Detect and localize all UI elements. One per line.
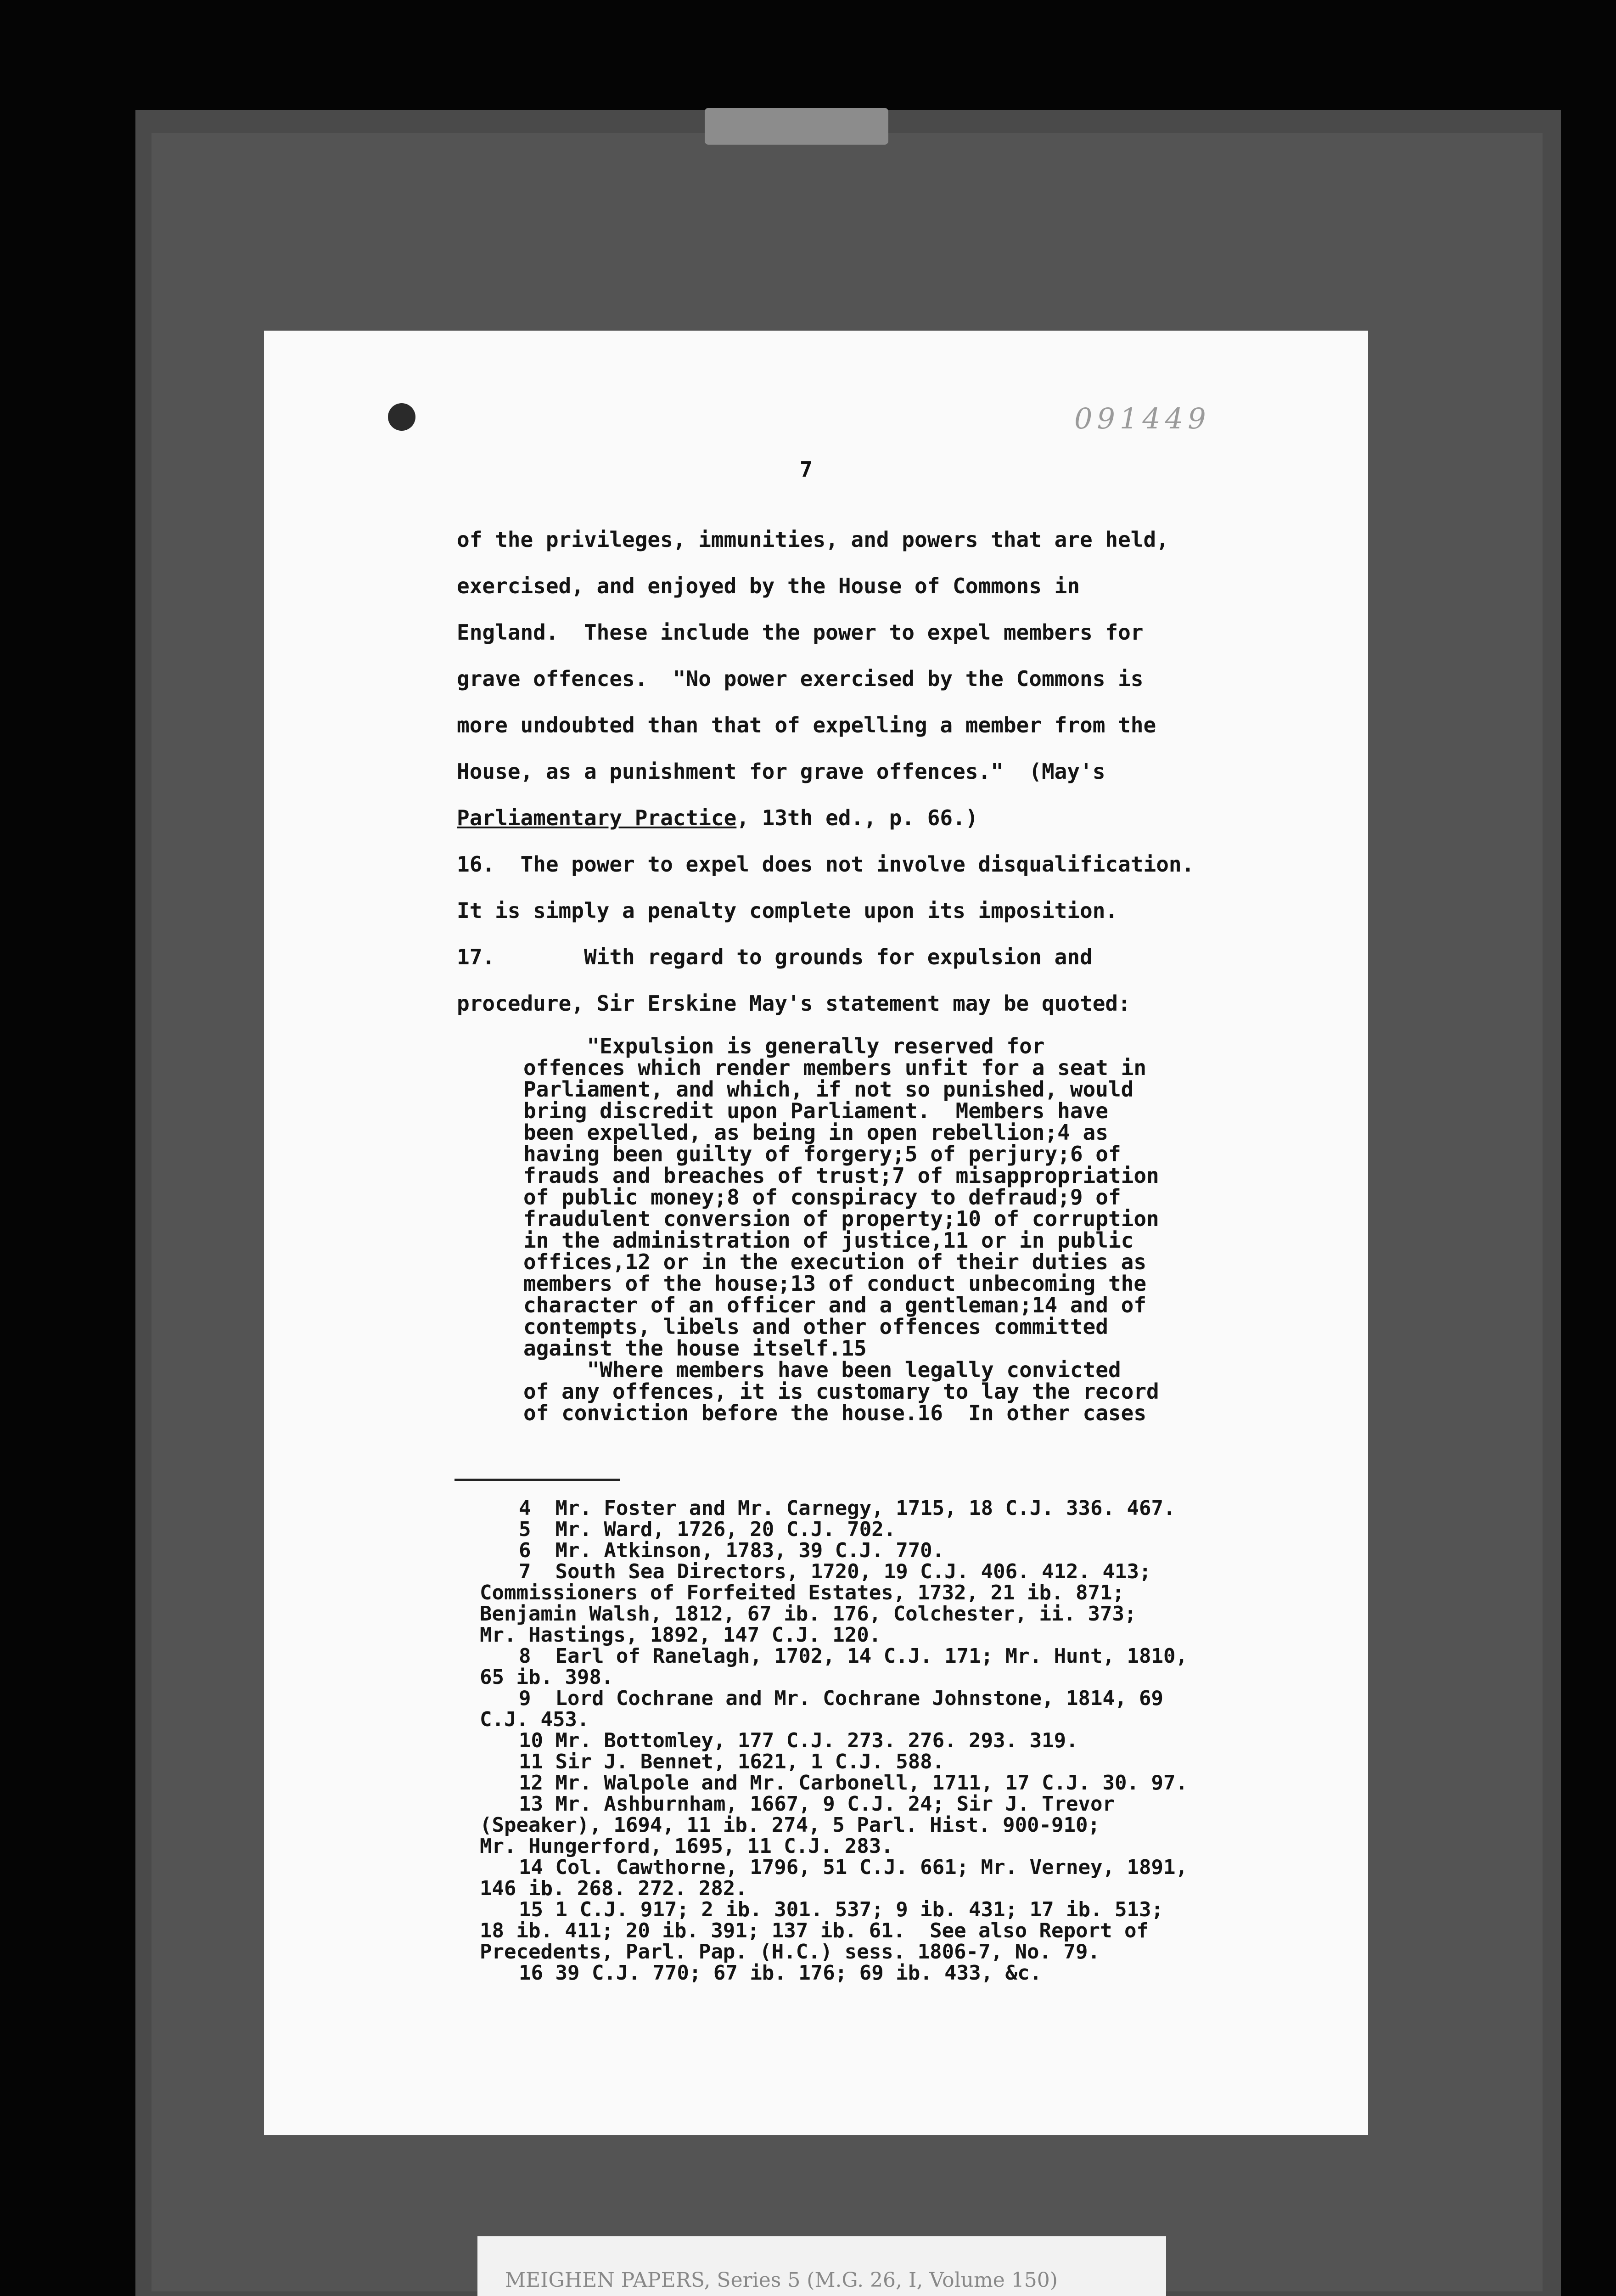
quote-line: in the administration of justice,11 or in public (523, 1228, 1134, 1253)
citation-title: Parliamentary Practice (457, 805, 737, 830)
footnote-line: 6 Mr. Atkinson, 1783, 39 C.J. 770. (519, 1539, 945, 1562)
footnote-line: 7 South Sea Directors, 1720, 19 C.J. 406. 412. 413; (519, 1560, 1151, 1583)
quote-line: against the house itself.15 (523, 1336, 867, 1361)
footnote-line: 4 Mr. Foster and Mr. Carnegy, 1715, 18 C.J. 336. 467. (519, 1497, 1176, 1520)
paper-clip (705, 108, 888, 145)
body-line: England. These include the power to expel members for (457, 620, 1144, 645)
body-line: It is simply a penalty complete upon its imposition. (457, 898, 1118, 923)
body-line: of the privileges, immunities, and powers that are held, (457, 527, 1169, 552)
body-line-citation (457, 795, 1283, 841)
footnote-line: C.J. 453. (480, 1708, 589, 1731)
footnote-line: 146 ib. 268. 272. 282. (480, 1877, 747, 1900)
footnote-line: Mr. Hungerford, 1695, 11 C.J. 283. (480, 1835, 893, 1858)
body-line: procedure, Sir Erskine May's statement may be quoted: (457, 991, 1131, 1016)
quote-line: of conviction before the house.16 In other cases (523, 1401, 1147, 1425)
footnote-line: 10 Mr. Bottomley, 177 C.J. 273. 276. 293. 319. (519, 1729, 1078, 1752)
footnote-line: Benjamin Walsh, 1812, 67 ib. 176, Colchester, ii. 373; (480, 1602, 1137, 1626)
footnote-line: 11 Sir J. Bennet, 1621, 1 C.J. 588. (519, 1750, 945, 1773)
quote-line: fraudulent conversion of property;10 of corruption (523, 1206, 1159, 1231)
quote-line: "Where members have been legally convicted (523, 1357, 1121, 1382)
quote-line: having been guilty of forgery;5 of perjury;6 of (523, 1142, 1121, 1166)
block-quote (523, 1035, 1295, 1424)
footnote-line: 15 1 C.J. 917; 2 ib. 301. 537; 9 ib. 431; 17 ib. 513; (519, 1898, 1163, 1921)
body-line: more undoubted than that of expelling a member from the (457, 713, 1156, 737)
quote-line: character of an officer and a gentleman;14 and of (523, 1293, 1147, 1317)
footnote-line: 14 Col. Cawthorne, 1796, 51 C.J. 661; Mr. Verney, 1891, (519, 1856, 1188, 1879)
footnote-line: (Speaker), 1694, 11 ib. 274, 5 Parl. Hist. 900-910; (480, 1813, 1100, 1837)
citation-rest: , 13th ed., p. 66.) (736, 805, 978, 830)
footnote-line: Precedents, Parl. Pap. (H.C.) sess. 1806-7, No. 79. (480, 1940, 1100, 1964)
series-label: MEIGHEN PAPERS, Series 5 (M.G. 26, I, Volume 150) (505, 2268, 1058, 2292)
page-number: 7 (800, 457, 813, 482)
footnote-line: 8 Earl of Ranelagh, 1702, 14 C.J. 171; Mr. Hunt, 1810, (519, 1644, 1188, 1668)
body-line: grave offences. "No power exercised by the Commons is (457, 666, 1144, 691)
quote-line: been expelled, as being in open rebellion;4 as (523, 1120, 1108, 1145)
footnote-line: 5 Mr. Ward, 1726, 20 C.J. 702. (519, 1518, 896, 1541)
footnote-divider (454, 1479, 620, 1481)
quote-line: members of the house;13 of conduct unbecoming the (523, 1271, 1147, 1296)
footnote-line: 12 Mr. Walpole and Mr. Carbonell, 1711, 17 C.J. 30. 97. (519, 1771, 1188, 1795)
quote-line: frauds and breaches of trust;7 of misappropriation (523, 1163, 1159, 1188)
footnotes (480, 1497, 1299, 1985)
archive-stamp-number: 091449 (1074, 402, 1211, 435)
quote-line: contempts, libels and other offences committed (523, 1314, 1108, 1339)
body-line: exercised, and enjoyed by the House of Commons in (457, 574, 1080, 598)
body-text (457, 517, 1283, 1027)
punch-hole (388, 403, 415, 431)
quote-line: "Expulsion is generally reserved for (523, 1034, 1045, 1058)
quote-line: of public money;8 of conspiracy to defraud;9 of (523, 1185, 1121, 1210)
footnote-line: 13 Mr. Ashburnham, 1667, 9 C.J. 24; Sir J. Trevor (519, 1792, 1115, 1816)
footnote-line: 16 39 C.J. 770; 67 ib. 176; 69 ib. 433, &c. (519, 1961, 1042, 1985)
quote-line: Parliament, and which, if not so punished, would (523, 1077, 1134, 1102)
quote-line: of any offences, it is customary to lay the record (523, 1379, 1159, 1404)
body-line: 17. With regard to grounds for expulsion and (457, 945, 1093, 969)
footnote-line: 9 Lord Cochrane and Mr. Cochrane Johnstone, 1814, 69 (519, 1687, 1163, 1710)
quote-line: bring discredit upon Parliament. Members have (523, 1098, 1108, 1123)
footnote-line: 65 ib. 398. (480, 1666, 614, 1689)
footnote-line: Mr. Hastings, 1892, 147 C.J. 120. (480, 1623, 881, 1647)
body-line: House, as a punishment for grave offences." (May's (457, 759, 1105, 784)
quote-line: offices,12 or in the execution of their duties as (523, 1249, 1147, 1274)
footnote-line: Commissioners of Forfeited Estates, 1732, 21 ib. 871; (480, 1581, 1124, 1604)
body-line: 16. The power to expel does not involve disqualification. (457, 852, 1195, 877)
quote-line: offences which render members unfit for a seat in (523, 1055, 1147, 1080)
footnote-line: 18 ib. 411; 20 ib. 391; 137 ib. 61. See also Report of (480, 1919, 1149, 1942)
